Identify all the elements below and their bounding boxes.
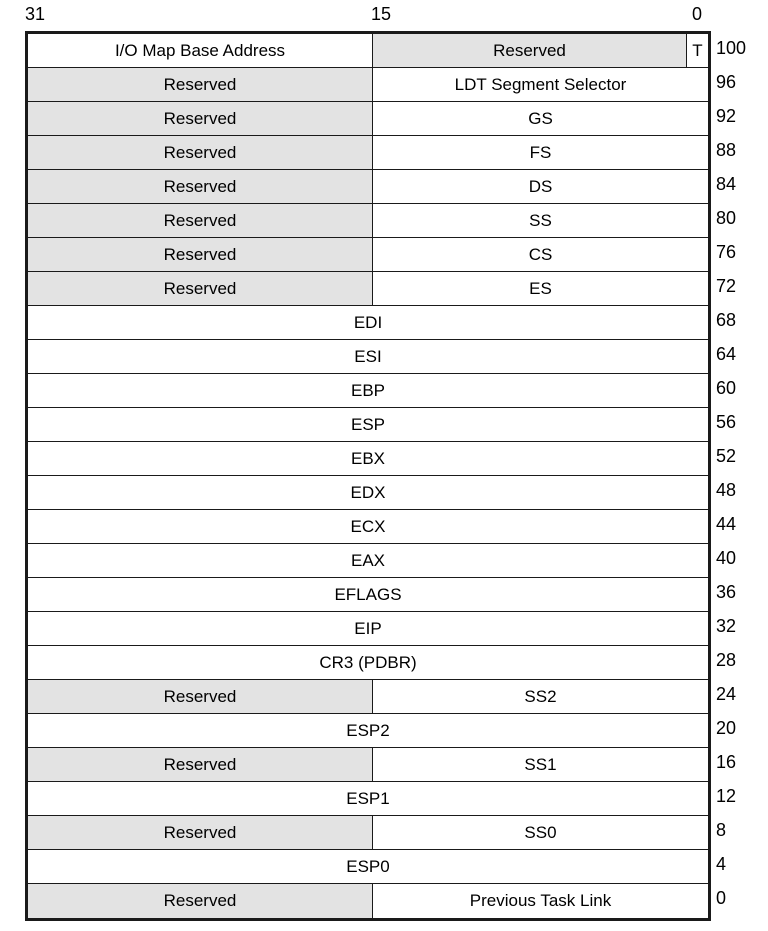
tss-field-cell-low: SS2 (372, 680, 708, 713)
byte-offset-label: 76 (716, 241, 737, 262)
tss-field-cell: EDX (28, 476, 708, 509)
byte-offset-label: 84 (716, 173, 737, 194)
tss-field-cell-high: Reserved (28, 816, 372, 849)
byte-offset-label: 0 (716, 887, 727, 908)
tss-field-cell-iomap-base: I/O Map Base Address (28, 34, 372, 67)
tss-field-table (25, 31, 711, 921)
byte-offset-label: 80 (716, 207, 737, 228)
tss-row (28, 408, 708, 442)
tss-field-cell-high: Reserved (28, 272, 372, 305)
byte-offset-label: 20 (716, 717, 737, 738)
tss-row (28, 272, 708, 306)
tss-row (28, 884, 708, 918)
tss-field-cell: EBX (28, 442, 708, 475)
tss-row (28, 578, 708, 612)
tss-field-cell-low: DS (372, 170, 708, 203)
tss-row (28, 442, 708, 476)
tss-field-cell: EBP (28, 374, 708, 407)
tss-field-cell-high: Reserved (28, 136, 372, 169)
tss-row (28, 646, 708, 680)
tss-field-cell: ESP1 (28, 782, 708, 815)
byte-offset-label: 60 (716, 377, 737, 398)
tss-field-cell: CR3 (PDBR) (28, 646, 708, 679)
tss-field-cell-low: SS0 (372, 816, 708, 849)
byte-offset-label: 16 (716, 751, 737, 772)
byte-offset-label: 8 (716, 819, 727, 840)
tss-row (28, 340, 708, 374)
tss-field-cell-high: Reserved (28, 68, 372, 101)
byte-offset-label: 88 (716, 139, 737, 160)
tss-row (28, 714, 708, 748)
byte-offset-label: 64 (716, 343, 737, 364)
tss-row (28, 68, 708, 102)
tss-field-cell-high: Reserved (28, 238, 372, 271)
tss-field-cell: EAX (28, 544, 708, 577)
tss-field-cell-low: SS1 (372, 748, 708, 781)
byte-offset-label: 72 (716, 275, 737, 296)
tss-field-cell: EDI (28, 306, 708, 339)
tss-field-cell-debug-trap-flag: T (686, 34, 708, 67)
bit-label-high: 31 (25, 4, 46, 24)
byte-offset-label: 100 (716, 37, 747, 58)
tss-field-cell: ESP (28, 408, 708, 441)
byte-offset-label: 4 (716, 853, 727, 874)
tss-field-cell-high: Reserved (28, 102, 372, 135)
tss-field-cell-high: Reserved (28, 680, 372, 713)
tss-row (28, 680, 708, 714)
tss-field-cell-low: ES (372, 272, 708, 305)
tss-field-cell-low: LDT Segment Selector (372, 68, 708, 101)
tss-row (28, 306, 708, 340)
tss-row (28, 476, 708, 510)
byte-offset-label: 48 (716, 479, 737, 500)
byte-offset-label: 56 (716, 411, 737, 432)
byte-offset-label: 40 (716, 547, 737, 568)
tss-row (28, 816, 708, 850)
byte-offset-label: 68 (716, 309, 737, 330)
tss-field-cell: ESI (28, 340, 708, 373)
tss-field-cell-high: Reserved (28, 204, 372, 237)
tss-field-cell: EFLAGS (28, 578, 708, 611)
tss-row (28, 170, 708, 204)
byte-offset-label: 44 (716, 513, 737, 534)
byte-offset-label: 32 (716, 615, 737, 636)
tss-row (28, 374, 708, 408)
tss-row (28, 612, 708, 646)
bit-label-mid: 15 (371, 4, 392, 24)
tss-field-cell: ESP0 (28, 850, 708, 883)
byte-offset-label: 36 (716, 581, 737, 602)
tss-row (28, 102, 708, 136)
tss-field-cell-low: CS (372, 238, 708, 271)
tss-field-cell-low: SS (372, 204, 708, 237)
bit-label-low: 0 (692, 4, 703, 24)
byte-offset-label: 96 (716, 71, 737, 92)
tss-field-cell: ECX (28, 510, 708, 543)
byte-offset-label: 52 (716, 445, 737, 466)
tss-row (28, 136, 708, 170)
tss-row (28, 510, 708, 544)
tss-row (28, 204, 708, 238)
tss-row (28, 544, 708, 578)
tss-field-cell-high: Reserved (28, 748, 372, 781)
byte-offset-label: 92 (716, 105, 737, 126)
tss-field-cell-low: FS (372, 136, 708, 169)
byte-offset-label: 12 (716, 785, 737, 806)
tss-field-cell: EIP (28, 612, 708, 645)
tss-row (28, 850, 708, 884)
tss-field-cell-reserved: Reserved (372, 34, 686, 67)
bit-number-ruler (0, 0, 768, 31)
tss-row (28, 34, 708, 68)
byte-offset-label: 24 (716, 683, 737, 704)
tss-field-cell-low: GS (372, 102, 708, 135)
tss-row (28, 748, 708, 782)
tss-field-cell: ESP2 (28, 714, 708, 747)
tss-field-cell-low: Previous Task Link (372, 884, 708, 918)
tss-field-cell-high: Reserved (28, 170, 372, 203)
byte-offset-column (716, 31, 768, 915)
byte-offset-label: 28 (716, 649, 737, 670)
tss-row (28, 238, 708, 272)
tss-row (28, 782, 708, 816)
tss-field-cell-high: Reserved (28, 884, 372, 918)
